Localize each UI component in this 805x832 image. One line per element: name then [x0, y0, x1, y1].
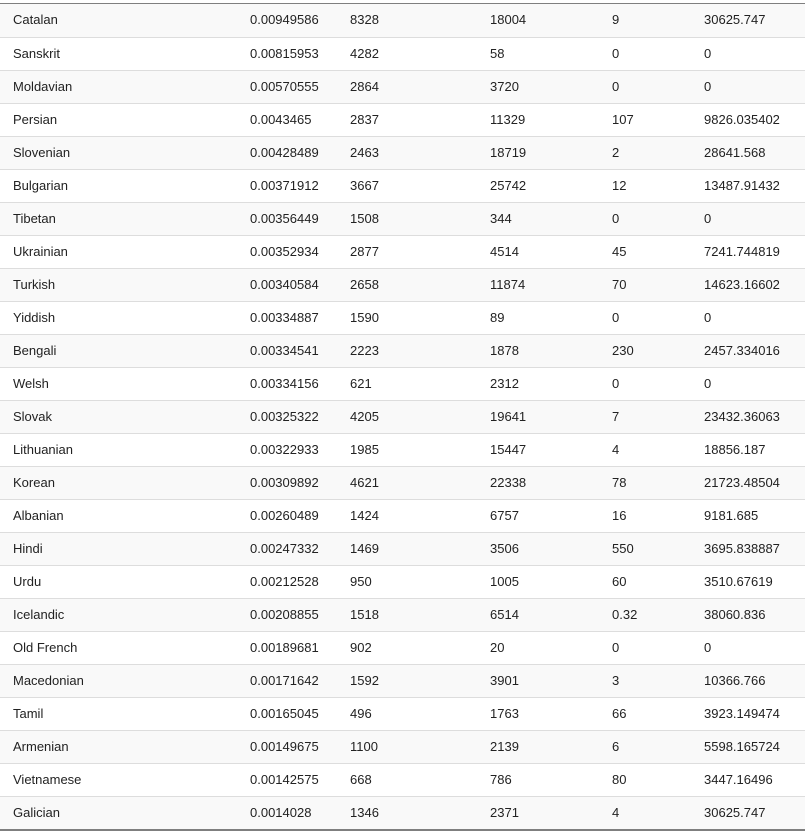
language-cell: Bulgarian: [0, 169, 250, 202]
value-cell-4: 45: [612, 235, 704, 268]
value-cell-4: 0: [612, 631, 704, 664]
table-row: [0, 334, 805, 367]
value-cell-1: 0.00142575: [250, 763, 350, 796]
value-cell-4: 2: [612, 136, 704, 169]
value-cell-4: 0: [612, 70, 704, 103]
value-cell-4: 550: [612, 532, 704, 565]
value-cell-4: 80: [612, 763, 704, 796]
value-cell-4: 9: [612, 4, 704, 37]
value-cell-5: 10366.766: [704, 664, 805, 697]
table-row: [0, 301, 805, 334]
value-cell-1: 0.0043465: [250, 103, 350, 136]
value-cell-3: 786: [490, 763, 612, 796]
language-cell: Turkish: [0, 268, 250, 301]
value-cell-5: 23432.36063: [704, 400, 805, 433]
value-cell-3: 11874: [490, 268, 612, 301]
value-cell-2: 1590: [350, 301, 490, 334]
table-body: [0, 4, 805, 829]
language-cell: Tamil: [0, 697, 250, 730]
value-cell-4: 4: [612, 796, 704, 829]
value-cell-5: 30625.747: [704, 4, 805, 37]
table-row: [0, 268, 805, 301]
value-cell-5: 30625.747: [704, 796, 805, 829]
table-row: [0, 235, 805, 268]
value-cell-1: 0.0014028: [250, 796, 350, 829]
value-cell-3: 6514: [490, 598, 612, 631]
language-cell: Icelandic: [0, 598, 250, 631]
value-cell-4: 0: [612, 37, 704, 70]
language-cell: Yiddish: [0, 301, 250, 334]
value-cell-5: 2457.334016: [704, 334, 805, 367]
table-row: [0, 400, 805, 433]
table-row: [0, 136, 805, 169]
language-cell: Catalan: [0, 4, 250, 37]
value-cell-1: 0.00334541: [250, 334, 350, 367]
value-cell-1: 0.00371912: [250, 169, 350, 202]
language-cell: Albanian: [0, 499, 250, 532]
table-row: [0, 4, 805, 37]
value-cell-5: 3695.838887: [704, 532, 805, 565]
value-cell-3: 4514: [490, 235, 612, 268]
table-row: [0, 367, 805, 400]
value-cell-3: 58: [490, 37, 612, 70]
language-cell: Slovak: [0, 400, 250, 433]
table-bottom-border: [0, 829, 805, 831]
table-row: [0, 796, 805, 829]
value-cell-2: 1518: [350, 598, 490, 631]
table-row: [0, 697, 805, 730]
value-cell-4: 4: [612, 433, 704, 466]
value-cell-2: 3667: [350, 169, 490, 202]
value-cell-1: 0.00171642: [250, 664, 350, 697]
value-cell-2: 1100: [350, 730, 490, 763]
value-cell-3: 344: [490, 202, 612, 235]
language-cell: Korean: [0, 466, 250, 499]
value-cell-4: 78: [612, 466, 704, 499]
language-cell: Hindi: [0, 532, 250, 565]
language-cell: Welsh: [0, 367, 250, 400]
value-cell-2: 2658: [350, 268, 490, 301]
value-cell-2: 4621: [350, 466, 490, 499]
value-cell-1: 0.00322933: [250, 433, 350, 466]
value-cell-5: 0: [704, 301, 805, 334]
value-cell-4: 0: [612, 301, 704, 334]
value-cell-3: 2312: [490, 367, 612, 400]
value-cell-2: 2837: [350, 103, 490, 136]
value-cell-2: 4282: [350, 37, 490, 70]
table-row: [0, 202, 805, 235]
language-cell: Slovenian: [0, 136, 250, 169]
value-cell-5: 21723.48504: [704, 466, 805, 499]
value-cell-3: 89: [490, 301, 612, 334]
value-cell-2: 1346: [350, 796, 490, 829]
value-cell-5: 13487.91432: [704, 169, 805, 202]
value-cell-5: 7241.744819: [704, 235, 805, 268]
table-row: [0, 730, 805, 763]
table-row: [0, 37, 805, 70]
value-cell-5: 9181.685: [704, 499, 805, 532]
value-cell-5: 28641.568: [704, 136, 805, 169]
table-row: [0, 631, 805, 664]
value-cell-1: 0.00949586: [250, 4, 350, 37]
language-cell: Galician: [0, 796, 250, 829]
value-cell-4: 16: [612, 499, 704, 532]
value-cell-5: 3510.67619: [704, 565, 805, 598]
value-cell-4: 60: [612, 565, 704, 598]
value-cell-3: 1005: [490, 565, 612, 598]
value-cell-3: 3901: [490, 664, 612, 697]
value-cell-2: 950: [350, 565, 490, 598]
value-cell-2: 2463: [350, 136, 490, 169]
table-row: [0, 532, 805, 565]
language-cell: Vietnamese: [0, 763, 250, 796]
value-cell-3: 18719: [490, 136, 612, 169]
value-cell-5: 0: [704, 367, 805, 400]
value-cell-1: 0.00570555: [250, 70, 350, 103]
value-cell-1: 0.00149675: [250, 730, 350, 763]
value-cell-2: 1424: [350, 499, 490, 532]
table-row: [0, 565, 805, 598]
value-cell-2: 8328: [350, 4, 490, 37]
value-cell-3: 19641: [490, 400, 612, 433]
value-cell-1: 0.00334156: [250, 367, 350, 400]
value-cell-3: 3506: [490, 532, 612, 565]
value-cell-4: 0: [612, 367, 704, 400]
value-cell-3: 1878: [490, 334, 612, 367]
value-cell-4: 3: [612, 664, 704, 697]
value-cell-5: 38060.836: [704, 598, 805, 631]
value-cell-5: 14623.16602: [704, 268, 805, 301]
value-cell-5: 0: [704, 37, 805, 70]
value-cell-3: 1763: [490, 697, 612, 730]
value-cell-4: 0: [612, 202, 704, 235]
value-cell-1: 0.00309892: [250, 466, 350, 499]
value-cell-1: 0.00212528: [250, 565, 350, 598]
value-cell-3: 6757: [490, 499, 612, 532]
value-cell-4: 6: [612, 730, 704, 763]
table-row: [0, 598, 805, 631]
value-cell-2: 621: [350, 367, 490, 400]
value-cell-1: 0.00356449: [250, 202, 350, 235]
value-cell-5: 5598.165724: [704, 730, 805, 763]
value-cell-3: 2371: [490, 796, 612, 829]
value-cell-2: 2864: [350, 70, 490, 103]
language-cell: Lithuanian: [0, 433, 250, 466]
value-cell-5: 0: [704, 631, 805, 664]
value-cell-5: 3923.149474: [704, 697, 805, 730]
language-cell: Persian: [0, 103, 250, 136]
language-cell: Bengali: [0, 334, 250, 367]
language-cell: Sanskrit: [0, 37, 250, 70]
language-cell: Old French: [0, 631, 250, 664]
value-cell-1: 0.00247332: [250, 532, 350, 565]
value-cell-1: 0.00208855: [250, 598, 350, 631]
table-row: [0, 664, 805, 697]
value-cell-3: 11329: [490, 103, 612, 136]
value-cell-3: 2139: [490, 730, 612, 763]
language-cell: Ukrainian: [0, 235, 250, 268]
value-cell-1: 0.00340584: [250, 268, 350, 301]
value-cell-3: 15447: [490, 433, 612, 466]
clipped-header-fragment: [685, 0, 805, 3]
value-cell-2: 1592: [350, 664, 490, 697]
value-cell-2: 4205: [350, 400, 490, 433]
value-cell-4: 230: [612, 334, 704, 367]
language-cell: Macedonian: [0, 664, 250, 697]
value-cell-4: 7: [612, 400, 704, 433]
table-row: [0, 433, 805, 466]
language-cell: Moldavian: [0, 70, 250, 103]
language-cell: Armenian: [0, 730, 250, 763]
value-cell-4: 107: [612, 103, 704, 136]
value-cell-1: 0.00165045: [250, 697, 350, 730]
value-cell-2: 1508: [350, 202, 490, 235]
value-cell-2: 902: [350, 631, 490, 664]
value-cell-3: 20: [490, 631, 612, 664]
value-cell-1: 0.00815953: [250, 37, 350, 70]
value-cell-1: 0.00428489: [250, 136, 350, 169]
value-cell-2: 1469: [350, 532, 490, 565]
table-top-border: [0, 0, 805, 4]
value-cell-3: 25742: [490, 169, 612, 202]
language-cell: Urdu: [0, 565, 250, 598]
value-cell-3: 3720: [490, 70, 612, 103]
language-table: [0, 4, 805, 829]
value-cell-4: 12: [612, 169, 704, 202]
value-cell-2: 2877: [350, 235, 490, 268]
value-cell-2: 496: [350, 697, 490, 730]
value-cell-4: 66: [612, 697, 704, 730]
value-cell-1: 0.00260489: [250, 499, 350, 532]
value-cell-5: 0: [704, 202, 805, 235]
value-cell-5: 0: [704, 70, 805, 103]
table-row: [0, 70, 805, 103]
table-row: [0, 466, 805, 499]
value-cell-4: 0.32: [612, 598, 704, 631]
value-cell-1: 0.00352934: [250, 235, 350, 268]
table-row: [0, 763, 805, 796]
value-cell-4: 70: [612, 268, 704, 301]
value-cell-1: 0.00325322: [250, 400, 350, 433]
value-cell-1: 0.00189681: [250, 631, 350, 664]
language-cell: Tibetan: [0, 202, 250, 235]
table-row: [0, 499, 805, 532]
value-cell-2: 2223: [350, 334, 490, 367]
value-cell-3: 22338: [490, 466, 612, 499]
table-row: [0, 169, 805, 202]
value-cell-5: 18856.187: [704, 433, 805, 466]
value-cell-2: 1985: [350, 433, 490, 466]
value-cell-1: 0.00334887: [250, 301, 350, 334]
value-cell-2: 668: [350, 763, 490, 796]
table-row: [0, 103, 805, 136]
value-cell-3: 18004: [490, 4, 612, 37]
value-cell-5: 3447.16496: [704, 763, 805, 796]
value-cell-5: 9826.035402: [704, 103, 805, 136]
